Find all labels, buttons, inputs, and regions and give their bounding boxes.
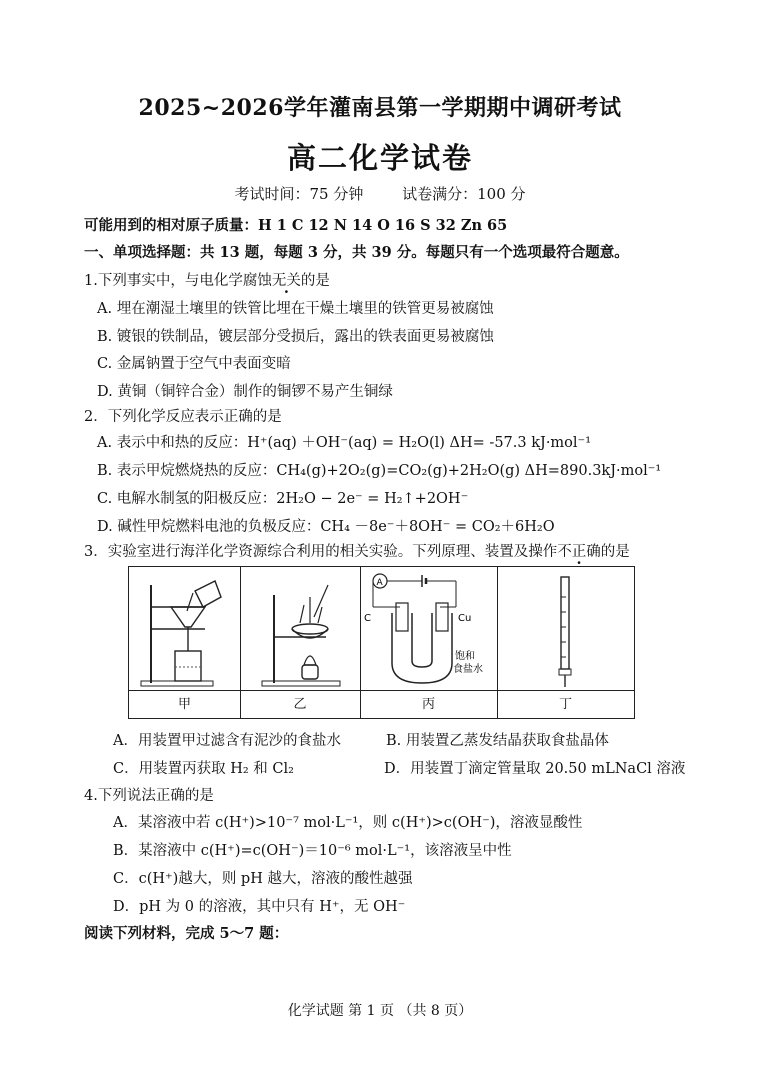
evaporation-apparatus-icon	[240, 567, 360, 690]
ammeter-label: A	[376, 578, 383, 588]
exam-title: 2025~2026学年灌南县第一学期期中调研考试	[138, 95, 622, 121]
emphasis-text: 不正确	[557, 544, 601, 560]
apparatus-caption-jia: 甲	[177, 697, 191, 712]
apparatus-cell-bing	[360, 567, 498, 718]
exam-meta	[0, 183, 760, 204]
section-heading: 一、单项选择题：共 13 题，每题 3 分，共 39 分。每题只有一个选项最符合题意。	[84, 244, 629, 261]
question-4-option-a: A．某溶液中若 c(H⁺)>10⁻⁷ mol·L⁻¹，则 c(H⁺)>c(OH⁻)，溶液显酸性	[113, 815, 583, 831]
question-2-option-b: B. 表示甲烷燃烧热的反应：CH₄(g)+2O₂(g)=CO₂(g)+2H₂O(g) ΔH=890.3kJ·mol⁻¹	[97, 463, 662, 479]
electrode-label-cu: Cu	[458, 613, 472, 624]
question-3-stem: 3．实验室进行海洋化学资源综合利用的相关实验。下列原理、装置及操作不正确的是	[84, 544, 630, 560]
question-1-option-d: D. 黄铜（铜锌合金）制作的铜锣不易产生铜绿	[97, 384, 393, 400]
question-2-stem: 2．下列化学反应表示正确的是	[84, 409, 282, 425]
apparatus-cell-yi	[240, 567, 361, 718]
electrode-label-c: C	[364, 613, 371, 624]
brine-label-2: 食盐水	[453, 664, 483, 675]
question-3-option-a: A．用装置甲过滤含有泥沙的食盐水	[113, 733, 341, 749]
question-1-option-b: B. 镀银的铁制品，镀层部分受损后，露出的铁表面更易被腐蚀	[97, 329, 494, 345]
question-2-option-c: C. 电解水制氢的阳极反应：2H₂O − 2e⁻ = H₂↑+2OH⁻	[97, 491, 469, 507]
exam-score: 试卷满分：100 分	[402, 185, 526, 203]
apparatus-caption-ding: 丁	[558, 697, 572, 712]
apparatus-caption-yi: 乙	[293, 697, 307, 712]
question-1-stem: 1.下列事实中，与电化学腐蚀无关的是	[84, 273, 330, 289]
question-1-option-c: C. 金属钠置于空气中表面变暗	[97, 356, 291, 372]
question-3-option-b: B. 用装置乙蒸发结晶获取食盐晶体	[386, 733, 609, 749]
brine-label-1: 饱和	[455, 651, 475, 662]
exam-time: 考试时间：75 分钟	[234, 185, 364, 203]
question-4-option-b: B．某溶液中 c(H⁺)=c(OH⁻)＝10⁻⁶ mol·L⁻¹，该溶液呈中性	[113, 843, 512, 859]
filtration-apparatus-icon	[129, 567, 240, 690]
question-3-option-c: C．用装置丙获取 H₂ 和 Cl₂	[113, 761, 294, 777]
question-4-option-d: D．pH 为 0 的溶液，其中只有 H⁺，无 OH⁻	[113, 899, 406, 915]
burette-icon	[497, 567, 634, 690]
apparatus-table	[128, 566, 635, 719]
question-4-stem: 4.下列说法正确的是	[84, 788, 214, 804]
question-4-option-c: C．c(H⁺)越大，则 pH 越大，溶液的酸性越强	[113, 871, 413, 887]
atomic-masses: 可能用到的相对原子质量：H 1 C 12 N 14 O 16 S 32 Zn 65	[84, 217, 508, 234]
reading-instruction: 阅读下列材料，完成 5～7 题：	[84, 925, 289, 942]
page-footer: 化学试题 第 1 页 （共 8 页）	[287, 1003, 473, 1019]
apparatus-cell-jia	[129, 567, 241, 718]
question-2-option-a: A. 表示中和热的反应：H⁺(aq) ＋OH⁻(aq) = H₂O(l) ΔH= -57.3 kJ·mol⁻¹	[97, 435, 592, 451]
apparatus-caption-bing: 丙	[421, 697, 435, 712]
emphasis-text: 无关	[271, 273, 301, 289]
question-2-option-d: D. 碱性甲烷燃料电池的负极反应：CH₄ －8e⁻＋8OH⁻ = CO₂＋6H₂O	[97, 519, 555, 535]
electrolysis-apparatus-icon	[360, 567, 497, 690]
question-1-option-a: A. 埋在潮湿土壤里的铁管比埋在干燥土壤里的铁管更易被腐蚀	[97, 301, 494, 317]
apparatus-cell-ding	[497, 567, 635, 718]
table-divider	[129, 690, 634, 691]
exam-subtitle: 高二化学试卷	[286, 141, 473, 175]
question-3-option-d: D．用装置丁滴定管量取 20.50 mLNaCl 溶液	[384, 761, 686, 777]
